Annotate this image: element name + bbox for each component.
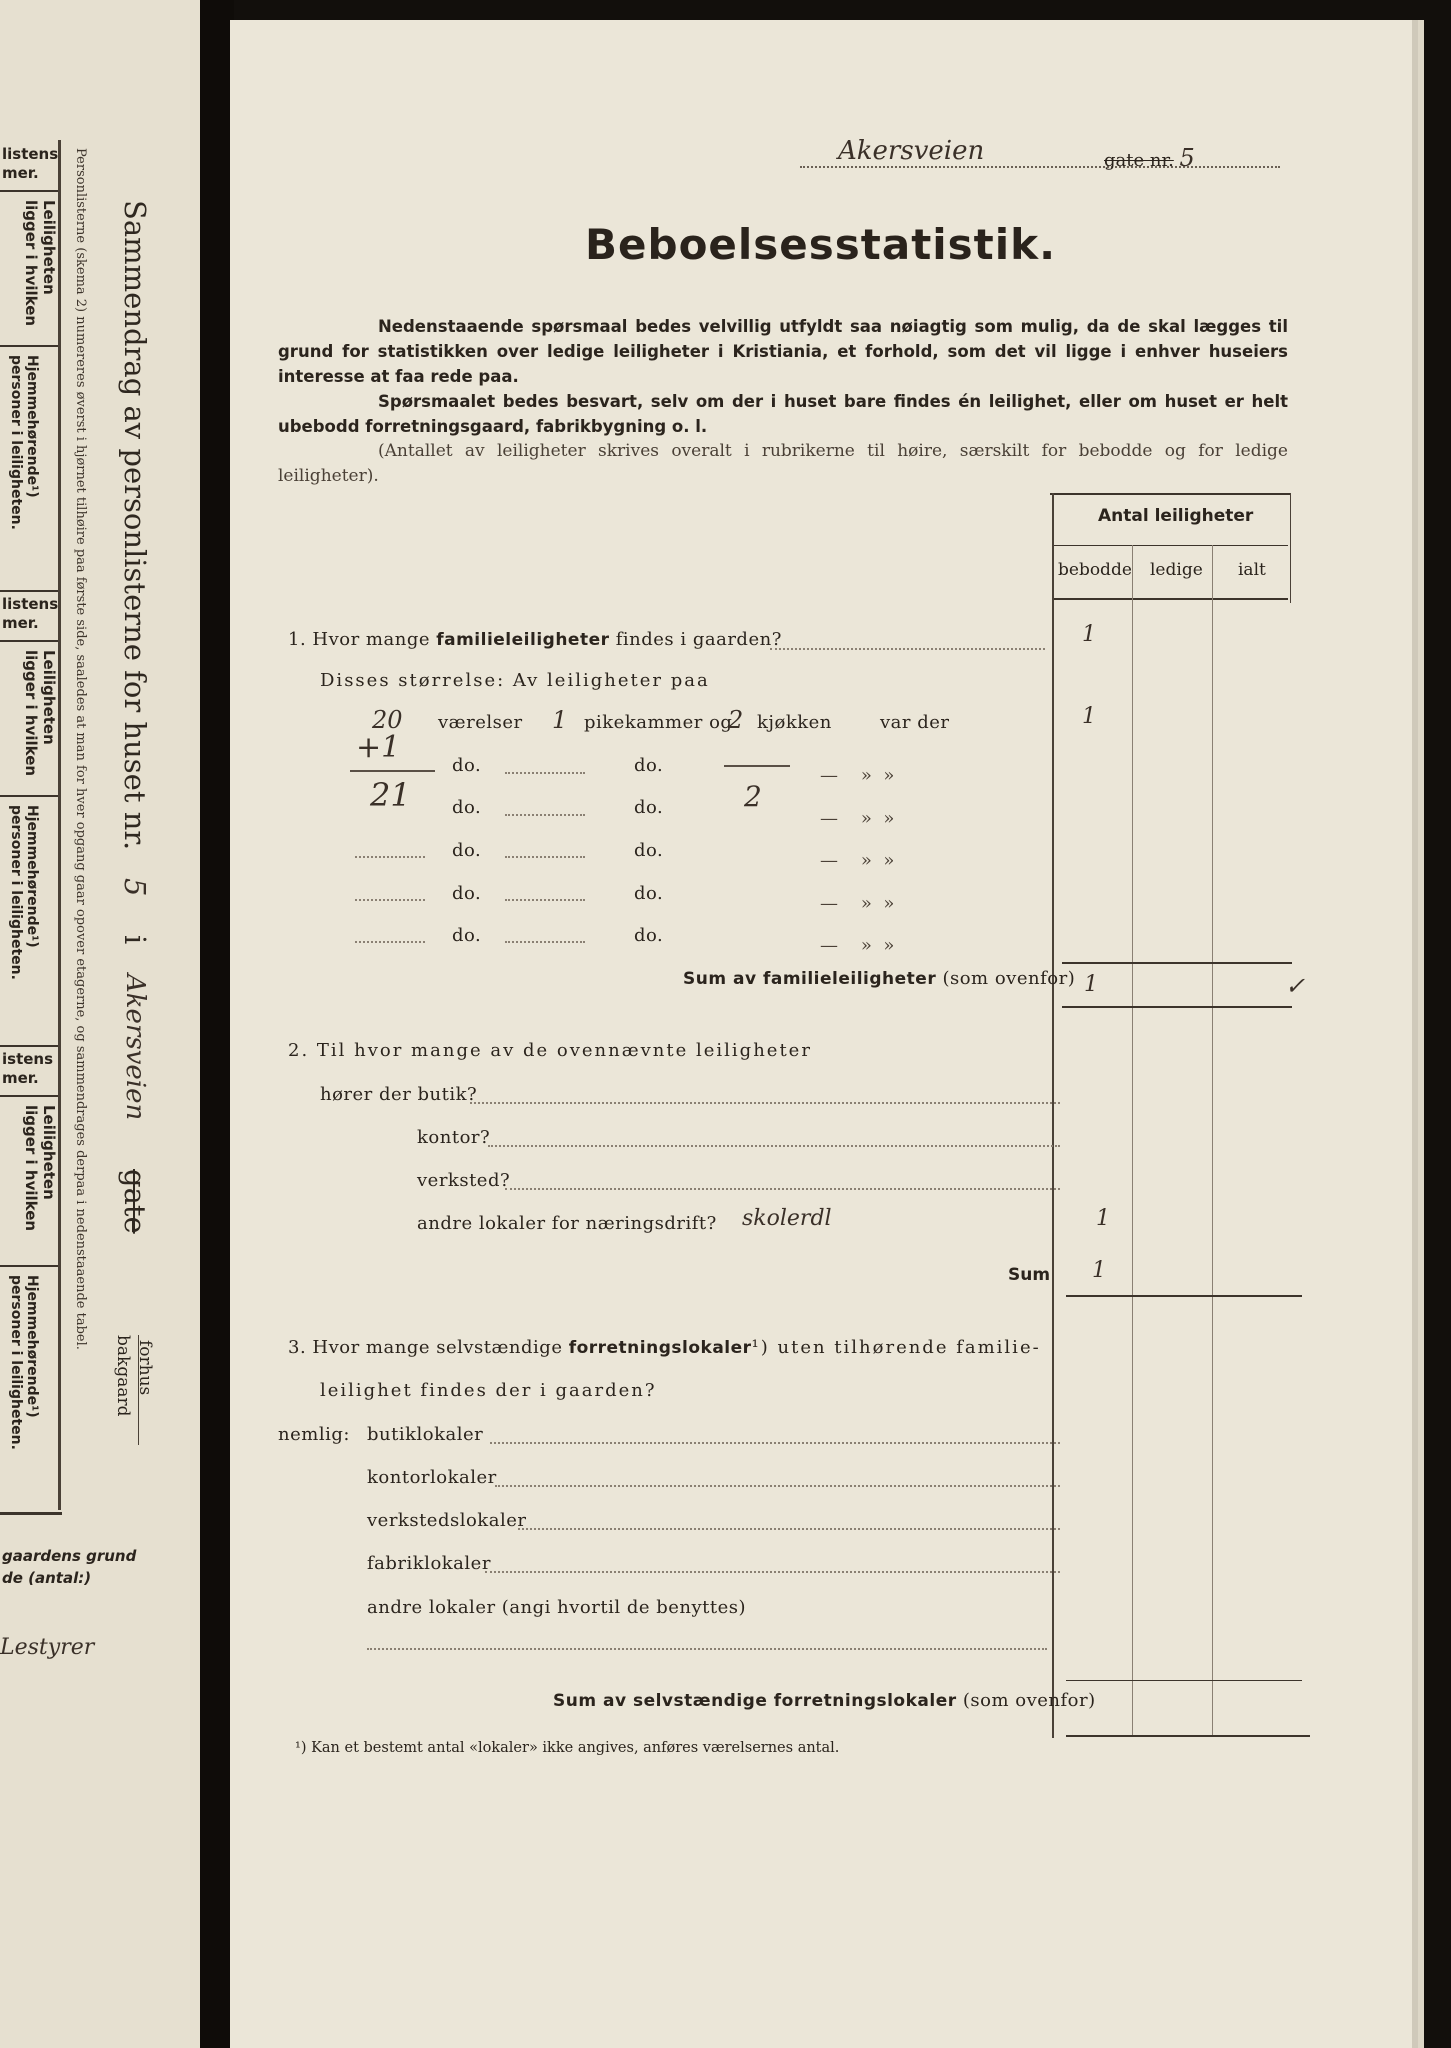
spine-i: i [118,935,152,945]
left-label-8: Leiligheten ligger i hvilken [22,1105,58,1232]
q3-item-fabrik: fabriklokaler [367,1553,491,1574]
q3-item-butik: butiklokaler [367,1424,484,1445]
q1-row1-rooms-label: værelser [438,712,523,733]
left-label-6: Hjemmehørende¹) personer i leiligheten. [8,805,40,980]
spine-gate: gate [118,1169,152,1234]
left-label-5: Leiligheten ligger i hvilken [22,650,58,777]
house-number: 5 [1179,144,1195,172]
q3-nemlig: nemlig: [278,1424,350,1445]
q1-do-row3-b: do. [634,925,664,946]
q1-sum-bold: Sum av familieleiligheter [683,969,937,989]
q2-item-verksted: verksted? [417,1170,511,1191]
checkmark-1: ✓ [1285,972,1306,1000]
q1-row3-kitchens: 2 [744,780,762,813]
page-title: Beboelsesstatistik. [585,220,1057,269]
gate-label [1104,144,1195,172]
spine-street: Akersveien [120,973,150,1120]
q2-item-butik: hører der butik? [320,1084,478,1105]
q1-total-bebodde: 1 [1082,622,1096,647]
street-handwritten: Akersveien [838,136,985,166]
q2-sum-value: 1 [1092,1258,1106,1283]
q1-row1-bebodde: 1 [1082,704,1096,729]
left-label-9: Hjemmehørende¹) personer i leiligheten. [8,1275,40,1450]
q3-suffix: ¹) uten tilhørende familie- [751,1337,1041,1358]
q2-item-andre: andre lokaler for næringsdrift? [417,1213,717,1234]
intro-block [278,314,1288,489]
q2-text: 2. Til hvor mange av de ovennævnte leiligheter [288,1040,812,1061]
left-label-2: Leiligheten ligger i hvilken [22,200,58,327]
q1-row3-do2: do. [634,797,664,818]
q3-text [288,1337,1041,1358]
q1-sum-bebodde: 1 [1084,972,1098,997]
left-label-1: listens mer. [2,145,59,182]
q2-item-kontor: kontor? [417,1127,491,1148]
intro-paragraph-2: Spørsmaalet bedes besvart, selv om der i huset bare findes én leilighet, eller om huset er helt ubebodd forretningsgaard, fabrikbygning o. l. [278,392,1288,436]
q1-prefix: 1. Hvor mange [288,629,437,650]
q3-sum-bold: Sum av selvstændige forretningslokaler [553,1691,957,1711]
q1-row2-do1: do. [452,755,482,776]
spine-forhus: forhus [135,1340,155,1396]
q2-handwritten-other: skolerdl [742,1206,832,1231]
footnote: ¹) Kan et bestemt antal «lokaler» ikke angives, anføres værelsernes antal. [295,1740,840,1756]
q1-bold: familieleiligheter [436,630,610,650]
q1-dash-column: — » » — » » — » » — » » — » » [820,765,895,956]
q3-text-line2: leilighet findes der i gaarden? [320,1380,657,1401]
q1-row3-rooms: 21 [370,776,411,814]
spine-house-no: 5 [118,877,152,896]
left-grund-label: gaardens grund de (antal:) [2,1547,137,1587]
q3-prefix: 3. Hvor mange selvstændige [288,1337,569,1358]
q1-do-row1-a: do. [452,840,482,861]
q1-row1-kitchens: 2 [728,706,744,734]
q1-do-row1-b: do. [634,840,664,861]
q3-item-kontor: kontorlokaler [367,1467,497,1488]
q1-row1-maids-label: pikekammer og [584,712,733,733]
q1-size-label: Disses størrelse: Av leiligheter paa [320,670,710,691]
q1-row2-do2: do. [634,755,664,776]
intro-paragraph-3: (Antallet av leiligheter skrives overalt i rubrikerne til høire, særskilt for bebodde og for ledige leiligheter). [278,441,1288,486]
col-bebodde: bebodde [1058,560,1132,580]
q1-row1-end-label: var der [880,712,950,733]
q2-sum-label: Sum [1008,1265,1051,1285]
spine-title-text: Sammendrag av personlisterne for huset nr. [118,200,152,851]
spine-instruction: Personlisterne (skema 2) numereres øverst i hjørnet tilhøire paa første side, saaledes at man for hver opgang gaar opover etagerne, og sammendrages derpaa i nedenstaaende tabel. [73,148,88,1350]
spine-bakgaard: bakgaard [113,1335,133,1417]
table-group-header: Antal leiligheter [1098,506,1254,526]
spine-title [118,200,152,1234]
q3-item-andre: andre lokaler (angi hvortil de benyttes) [367,1597,747,1618]
left-label-4: listens mer. [2,595,59,632]
q3-sum-label [553,1690,1096,1711]
left-handwritten: Lestyrer [0,1635,95,1660]
q3-sum-rest: (som ovenfor) [956,1690,1096,1711]
q3-bold: forretningslokaler [568,1338,752,1358]
q1-text [288,629,782,650]
col-ialt: ialt [1238,560,1266,580]
q1-suffix: findes i gaarden? [609,629,782,650]
q1-row3-do1: do. [452,797,482,818]
q1-row2-rooms: +1 [356,730,401,765]
q1-row1-maids: 1 [552,706,568,734]
q1-row1-kitchens-label: kjøkken [757,712,832,733]
q1-do-row3-a: do. [452,925,482,946]
q2-other-bebodde: 1 [1096,1206,1110,1231]
col-ledige: ledige [1150,560,1203,580]
q1-do-row2-b: do. [634,883,664,904]
left-label-3: Hjemmehørende¹) personer i leiligheten. [8,355,40,530]
intro-paragraph-1: Nedenstaaende spørsmaal bedes velvillig utfyldt saa nøiagtig som mulig, da de skal lægges til grund for statistikken over ledige leiligheter i Kristiania, et forhold, som det vil ligge i enhver huseiers interesse at faa rede paa. [278,317,1288,386]
q1-sum-label [683,968,1075,989]
q1-sum-rest: (som ovenfor) [936,968,1076,989]
spine-bakgaard-wrap [114,1335,132,1416]
q1-do-row2-a: do. [452,883,482,904]
left-label-7: istens mer. [2,1050,54,1087]
gate-nr-label: gate nr. [1104,150,1174,171]
book-gutter [200,0,234,2048]
q3-item-verksted: verkstedslokaler [367,1510,527,1531]
q1-row1-rooms: 20 [372,706,403,734]
